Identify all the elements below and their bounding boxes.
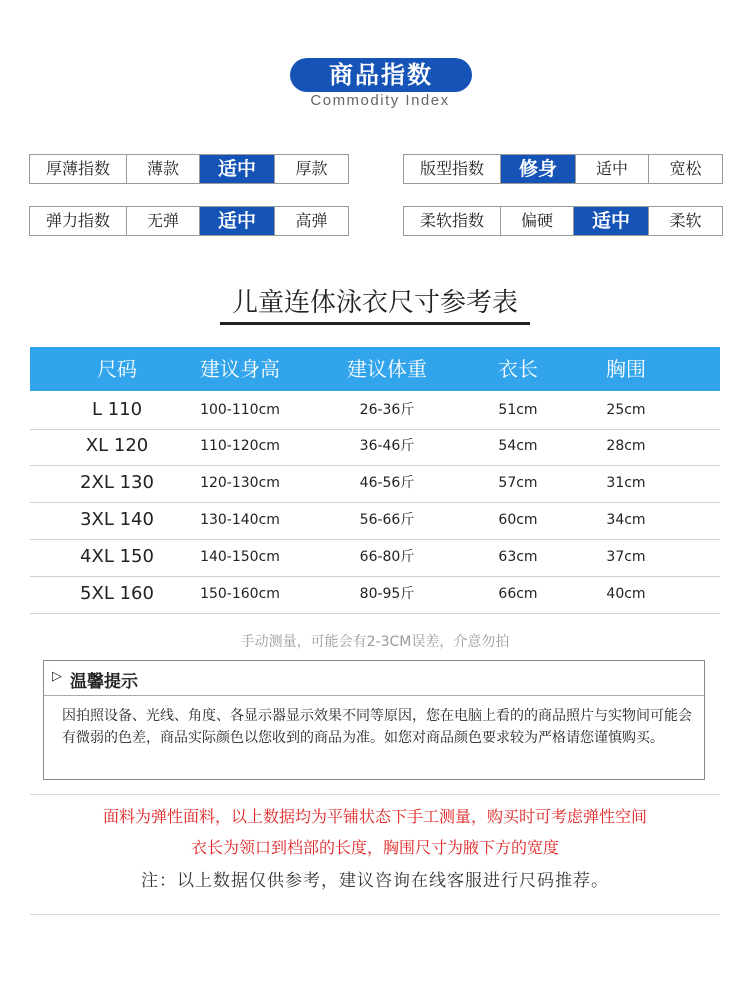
cell-weight: 26-36斤	[359, 402, 415, 418]
cell-size: 3XL 140	[80, 509, 154, 530]
header-chest: 胸围	[606, 357, 646, 381]
table-row	[30, 501, 720, 540]
cell-height: 110-120cm	[200, 438, 280, 454]
cell-length: 54cm	[498, 438, 538, 454]
table-row	[30, 575, 720, 614]
measurement-definition-note: 衣长为领口到档部的长度，胸围尺寸为腋下方的宽度	[190, 838, 559, 857]
section-badge: 商品指数	[290, 58, 472, 92]
size-table-header	[30, 347, 720, 391]
cell-size: 4XL 150	[80, 546, 154, 567]
index-option: 厚款	[274, 155, 348, 183]
index-label: 厚薄指数	[45, 159, 110, 178]
cell-height: 150-160cm	[200, 586, 280, 602]
divider	[30, 914, 720, 915]
index-thickness	[29, 154, 349, 184]
index-option-selected: 适中	[573, 207, 648, 235]
index-option: 无弹	[126, 207, 199, 235]
cell-length: 66cm	[498, 586, 538, 602]
cell-weight: 46-56斤	[359, 475, 415, 491]
table-row	[30, 538, 720, 577]
index-option-selected: 修身	[500, 155, 575, 183]
cell-chest: 28cm	[606, 438, 646, 454]
cell-chest: 34cm	[606, 512, 646, 528]
cell-chest: 37cm	[606, 549, 646, 565]
cell-height: 130-140cm	[200, 512, 280, 528]
cell-chest: 25cm	[606, 402, 646, 418]
index-elasticity	[29, 206, 349, 236]
tips-title: 温馨提示	[70, 672, 138, 692]
table-row	[30, 391, 720, 430]
cell-chest: 31cm	[606, 475, 646, 491]
triangle-right-icon: ▷	[52, 669, 62, 684]
cell-height: 140-150cm	[200, 549, 280, 565]
index-option: 适中	[575, 155, 648, 183]
tips-body: 因拍照设备、光线、角度、各显示器显示效果不同等原因，您在电脑上看的的商品照片与实物间可能会有微弱的色差，商品实际颜色以您收到的商品为准。如您对商品颜色要求较为严格请您谨慎购买。	[62, 708, 692, 746]
header-length: 衣长	[498, 357, 538, 381]
cell-weight: 66-80斤	[359, 549, 415, 565]
index-option-selected: 适中	[199, 155, 274, 183]
index-label: 柔软指数	[419, 211, 484, 230]
size-chart-title: 儿童连体泳衣尺寸参考表	[231, 288, 518, 318]
reference-footnote: 注：以上数据仅供参考，建议咨询在线客服进行尺码推荐。	[141, 871, 609, 891]
header-size: 尺码	[97, 357, 137, 381]
cell-length: 60cm	[498, 512, 538, 528]
index-option-selected: 适中	[199, 207, 274, 235]
cell-size: L 110	[91, 399, 143, 420]
cell-size: 2XL 130	[80, 472, 154, 493]
index-option: 柔软	[648, 207, 722, 235]
header-weight: 建议体重	[347, 357, 427, 381]
cell-chest: 40cm	[606, 586, 646, 602]
table-row	[30, 427, 720, 466]
cell-weight: 80-95斤	[359, 586, 415, 602]
index-label: 弹力指数	[45, 211, 110, 230]
cell-size: 5XL 160	[80, 583, 154, 604]
cell-length: 63cm	[498, 549, 538, 565]
cell-height: 120-130cm	[200, 475, 280, 491]
index-fit	[403, 154, 723, 184]
cell-weight: 36-46斤	[359, 438, 415, 454]
divider	[30, 794, 720, 795]
index-softness	[403, 206, 723, 236]
title-underline	[220, 322, 530, 325]
cell-size: XL 120	[85, 435, 149, 456]
section-subtitle: Commodity Index	[310, 92, 450, 109]
cell-length: 51cm	[498, 402, 538, 418]
table-row	[30, 464, 720, 503]
tips-box	[43, 660, 705, 780]
header-height: 建议身高	[200, 357, 280, 381]
measurement-note: 手动测量，可能会有2-3CM误差，介意勿拍	[240, 634, 510, 650]
cell-height: 100-110cm	[200, 402, 280, 418]
fabric-note: 面料为弹性面料，以上数据均为平铺状态下手工测量，购买时可考虑弹性空间	[102, 807, 647, 826]
tips-header	[44, 661, 704, 696]
index-option: 宽松	[648, 155, 722, 183]
cell-length: 57cm	[498, 475, 538, 491]
index-option: 高弹	[274, 207, 348, 235]
cell-weight: 56-66斤	[359, 512, 415, 528]
index-label: 版型指数	[419, 159, 484, 178]
index-option: 薄款	[126, 155, 199, 183]
index-option: 偏硬	[500, 207, 573, 235]
